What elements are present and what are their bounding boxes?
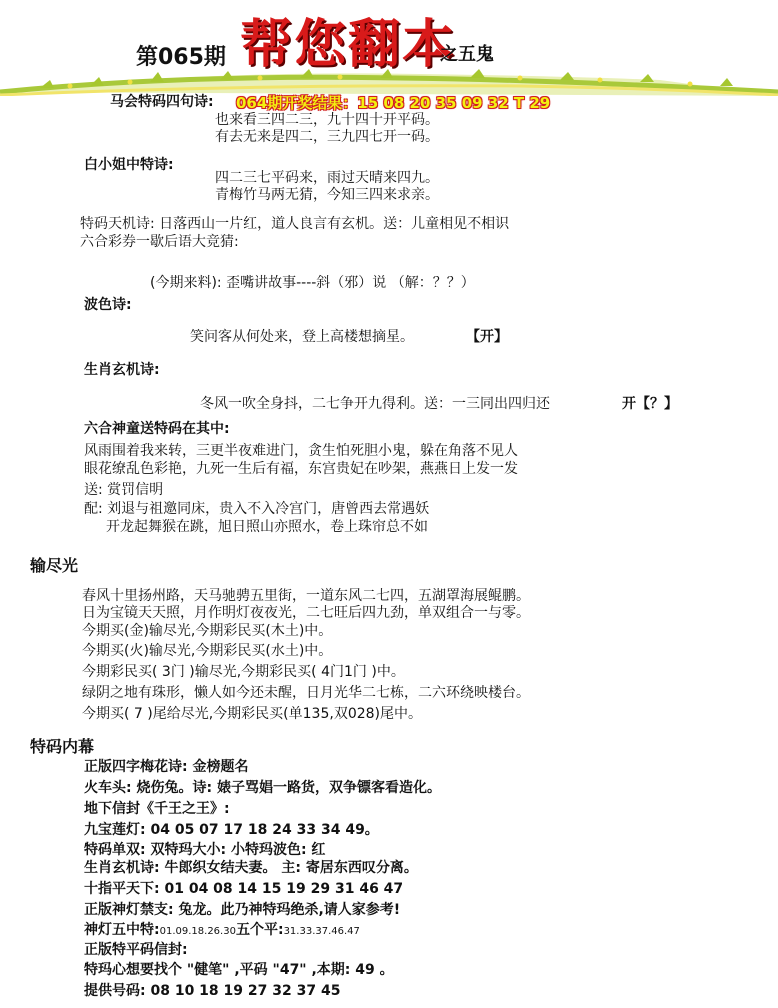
mahui-line-2: 有去无来是四二，三九四七开一码。	[215, 129, 439, 145]
neimu-line-1: 正版四字梅花诗: 金榜题名	[84, 759, 249, 775]
neimu-line-7: 十指平天下: 01 04 08 14 15 19 29 31 46 47	[84, 881, 404, 897]
shujinguang-line-2: 日为宝镜天天照，月作明灯夜夜光，二七旺后四九劲，单双组合一与零。	[82, 605, 530, 621]
xiehouyu-label: 六合彩券一歇后语大竞猜:	[80, 234, 239, 250]
shentong-pei-2: 开龙起舞猴在跳，旭日照山亦照水，卷上珠帘总不如	[106, 519, 428, 535]
bose-answer: 【开】	[466, 329, 508, 345]
shengxiao-answer: 开【？】	[622, 396, 678, 412]
shentong-song: 送: 赏罚信明	[84, 482, 164, 498]
neimu-title: 特码内幕	[30, 737, 95, 756]
neimu-line-2: 火车头: 烧伤兔。诗: 婊子骂娼一路货，双争镖客看造化。	[84, 780, 441, 796]
shentong-label: 六合神童送特码在其中:	[84, 421, 230, 437]
title-suffix: 之五鬼	[440, 44, 494, 65]
neimu-line-11: 提供号码: 08 10 18 19 27 32 37 45	[84, 983, 341, 999]
neimu-line-3: 地下信封《千王之王》:	[84, 801, 230, 817]
shendeng-row	[84, 922, 360, 940]
shentong-pei-1: 配: 刘退与祖邀同床，贵入不入冷宫门，唐曾西去常遇妖	[84, 501, 430, 517]
draw-result: 064期开奖结果：15 08 20 35 09 32 T 29	[236, 94, 551, 112]
mahui-line-1: 也来看三四二三，九十四十开平码。	[215, 112, 439, 128]
neimu-line-5: 特码单双: 双特玛大小: 小特玛波色: 红	[84, 842, 326, 858]
xiehouyu-line: (今期来料): 歪嘴讲故事----斜（邪）说 （解：？？）	[150, 275, 475, 291]
baixiaojie-line-2: 青梅竹马两无猜，今知三四来求亲。	[215, 187, 439, 203]
neimu-line-6: 生肖玄机诗: 牛郎织女结夫妻。 主: 寄居东西叹分离。	[84, 860, 418, 876]
shujinguang-line-1: 春风十里扬州路，天马驰骋五里街，一道东风二七四，五湖罩海展鲲鹏。	[82, 588, 530, 604]
baixiaojie-line-1: 四二三七平码来，雨过天晴来四九。	[215, 170, 439, 186]
shujinguang-line-6: 绿阴之地有珠形，懒人如今还未醒，日月光华二七栋，二六环绕映楼台。	[82, 685, 530, 701]
tianji-line: 特码天机诗: 日落西山一片红，道人良言有玄机。送：儿童相见不相识	[80, 216, 510, 232]
shujinguang-line-3: 今期买(金)输尽光,今期彩民买(木土)中。	[82, 623, 333, 639]
bose-line: 笑问客从何处来，登上高楼想摘星。	[190, 329, 414, 345]
neimu-line-9: 正版特平码信封:	[84, 942, 188, 958]
shentong-line-1: 风雨围着我来转，三更半夜难进门，贪生怕死胆小鬼，躲在角落不见人	[84, 443, 518, 459]
shujinguang-line-7: 今期买( 7 )尾给尽光,今期彩民买(单135,双028)尾中。	[82, 706, 422, 722]
neimu-line-4: 九宝莲灯: 04 05 07 17 18 24 33 34 49。	[84, 822, 379, 838]
main-title: 帮您翻本	[240, 14, 457, 75]
wuzhongping-numbers: 31.33.37.46.47	[283, 926, 360, 937]
neimu-line-8: 正版神灯禁支: 兔龙。此乃神特玛绝杀,请人家参考!	[84, 902, 401, 918]
shengxiao-line: 冬风一吹全身抖，二七争开九得利。送：一三同出四归还	[200, 396, 550, 412]
neimu-line-10: 特玛心想要找个 "健笔" ,平码 "47" ,本期: 49 。	[84, 962, 394, 978]
shujinguang-line-5: 今期彩民买( 3门 )输尽光,今期彩民买( 4门1门 )中。	[82, 664, 405, 680]
mahui-label: 马会特码四句诗:	[110, 94, 214, 110]
shentong-line-2: 眼花缭乱色彩艳，九死一生后有福，东宫贵妃在吵架，燕燕日上发一发	[84, 461, 518, 477]
baixiaojie-label: 白小姐中特诗:	[84, 157, 174, 173]
shujinguang-title: 输尽光	[30, 556, 79, 575]
wuzhongping-label: 五个平:	[235, 922, 284, 938]
shendeng-numbers: 01.09.18.26.30	[159, 926, 236, 937]
shengxiao-label: 生肖玄机诗:	[84, 362, 160, 378]
shendeng-label: 神灯五中特:	[84, 922, 160, 938]
bose-label: 波色诗:	[84, 297, 132, 313]
shujinguang-line-4: 今期买(火)输尽光,今期彩民买(水土)中。	[82, 643, 333, 659]
issue-number: 第065期	[136, 45, 226, 70]
